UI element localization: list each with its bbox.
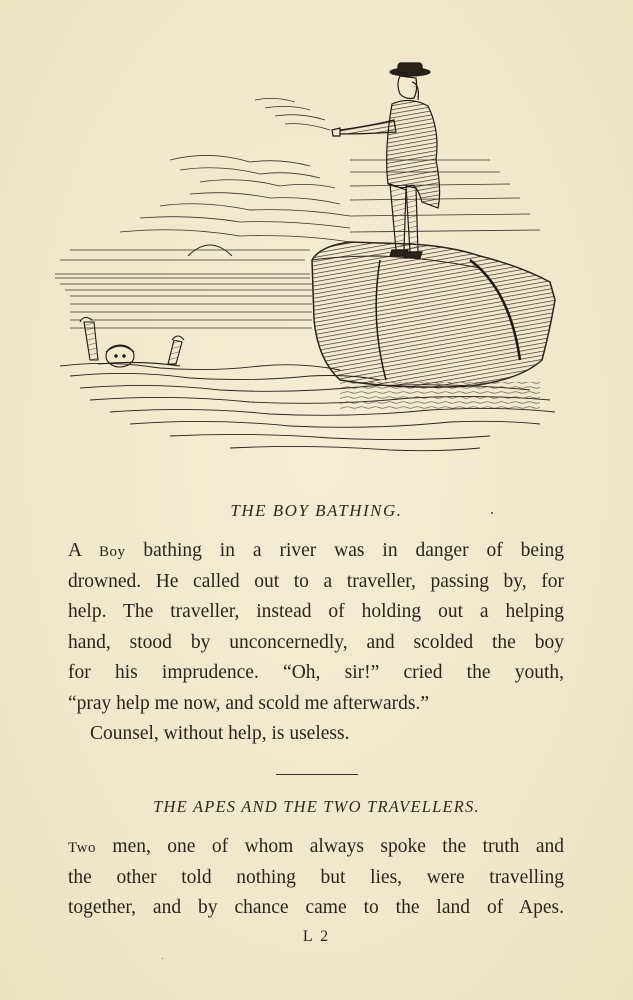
- horizon-water: [55, 274, 312, 328]
- rock-shape: [312, 242, 555, 387]
- story-paragraph: [68, 536, 564, 719]
- story-paragraph: [68, 832, 564, 924]
- text-line: drowned. He called out to a traveller, passing by, for: [68, 570, 564, 592]
- engraving-illustration: [50, 60, 575, 460]
- text-line: “pray help me now, and scold me afterwards.”: [68, 692, 429, 714]
- text-line: the other told nothing but lies, were travelling: [68, 866, 564, 888]
- sky-lines: [60, 98, 540, 260]
- section-divider: [276, 774, 358, 775]
- ink-speck: [491, 512, 493, 514]
- text-line: for his imprudence. “Oh, sir!” cried the youth,: [68, 662, 564, 683]
- story-title: THE APES AND THE TWO TRAVELLERS.: [153, 797, 480, 816]
- sun-shape: [188, 245, 232, 256]
- story-title: THE BOY BATHING.: [230, 501, 403, 520]
- text-line: hand, stood by unconcernedly, and scolded the boy: [68, 631, 564, 653]
- ink-speck: [162, 958, 163, 959]
- text-line: Two men, one of whom always spoke the truth and: [68, 836, 564, 857]
- story-moral: Counsel, without help, is useless.: [90, 723, 350, 744]
- text-line: help. The traveller, instead of holding out a helping: [68, 601, 564, 622]
- drowning-boy: [80, 317, 184, 367]
- page-signature: L 2: [302, 928, 331, 945]
- text-line: together, and by chance came to the land of Apes.: [68, 897, 564, 918]
- standing-man: [332, 63, 440, 258]
- text-line: A Boy bathing in a river was in danger of being: [68, 540, 564, 561]
